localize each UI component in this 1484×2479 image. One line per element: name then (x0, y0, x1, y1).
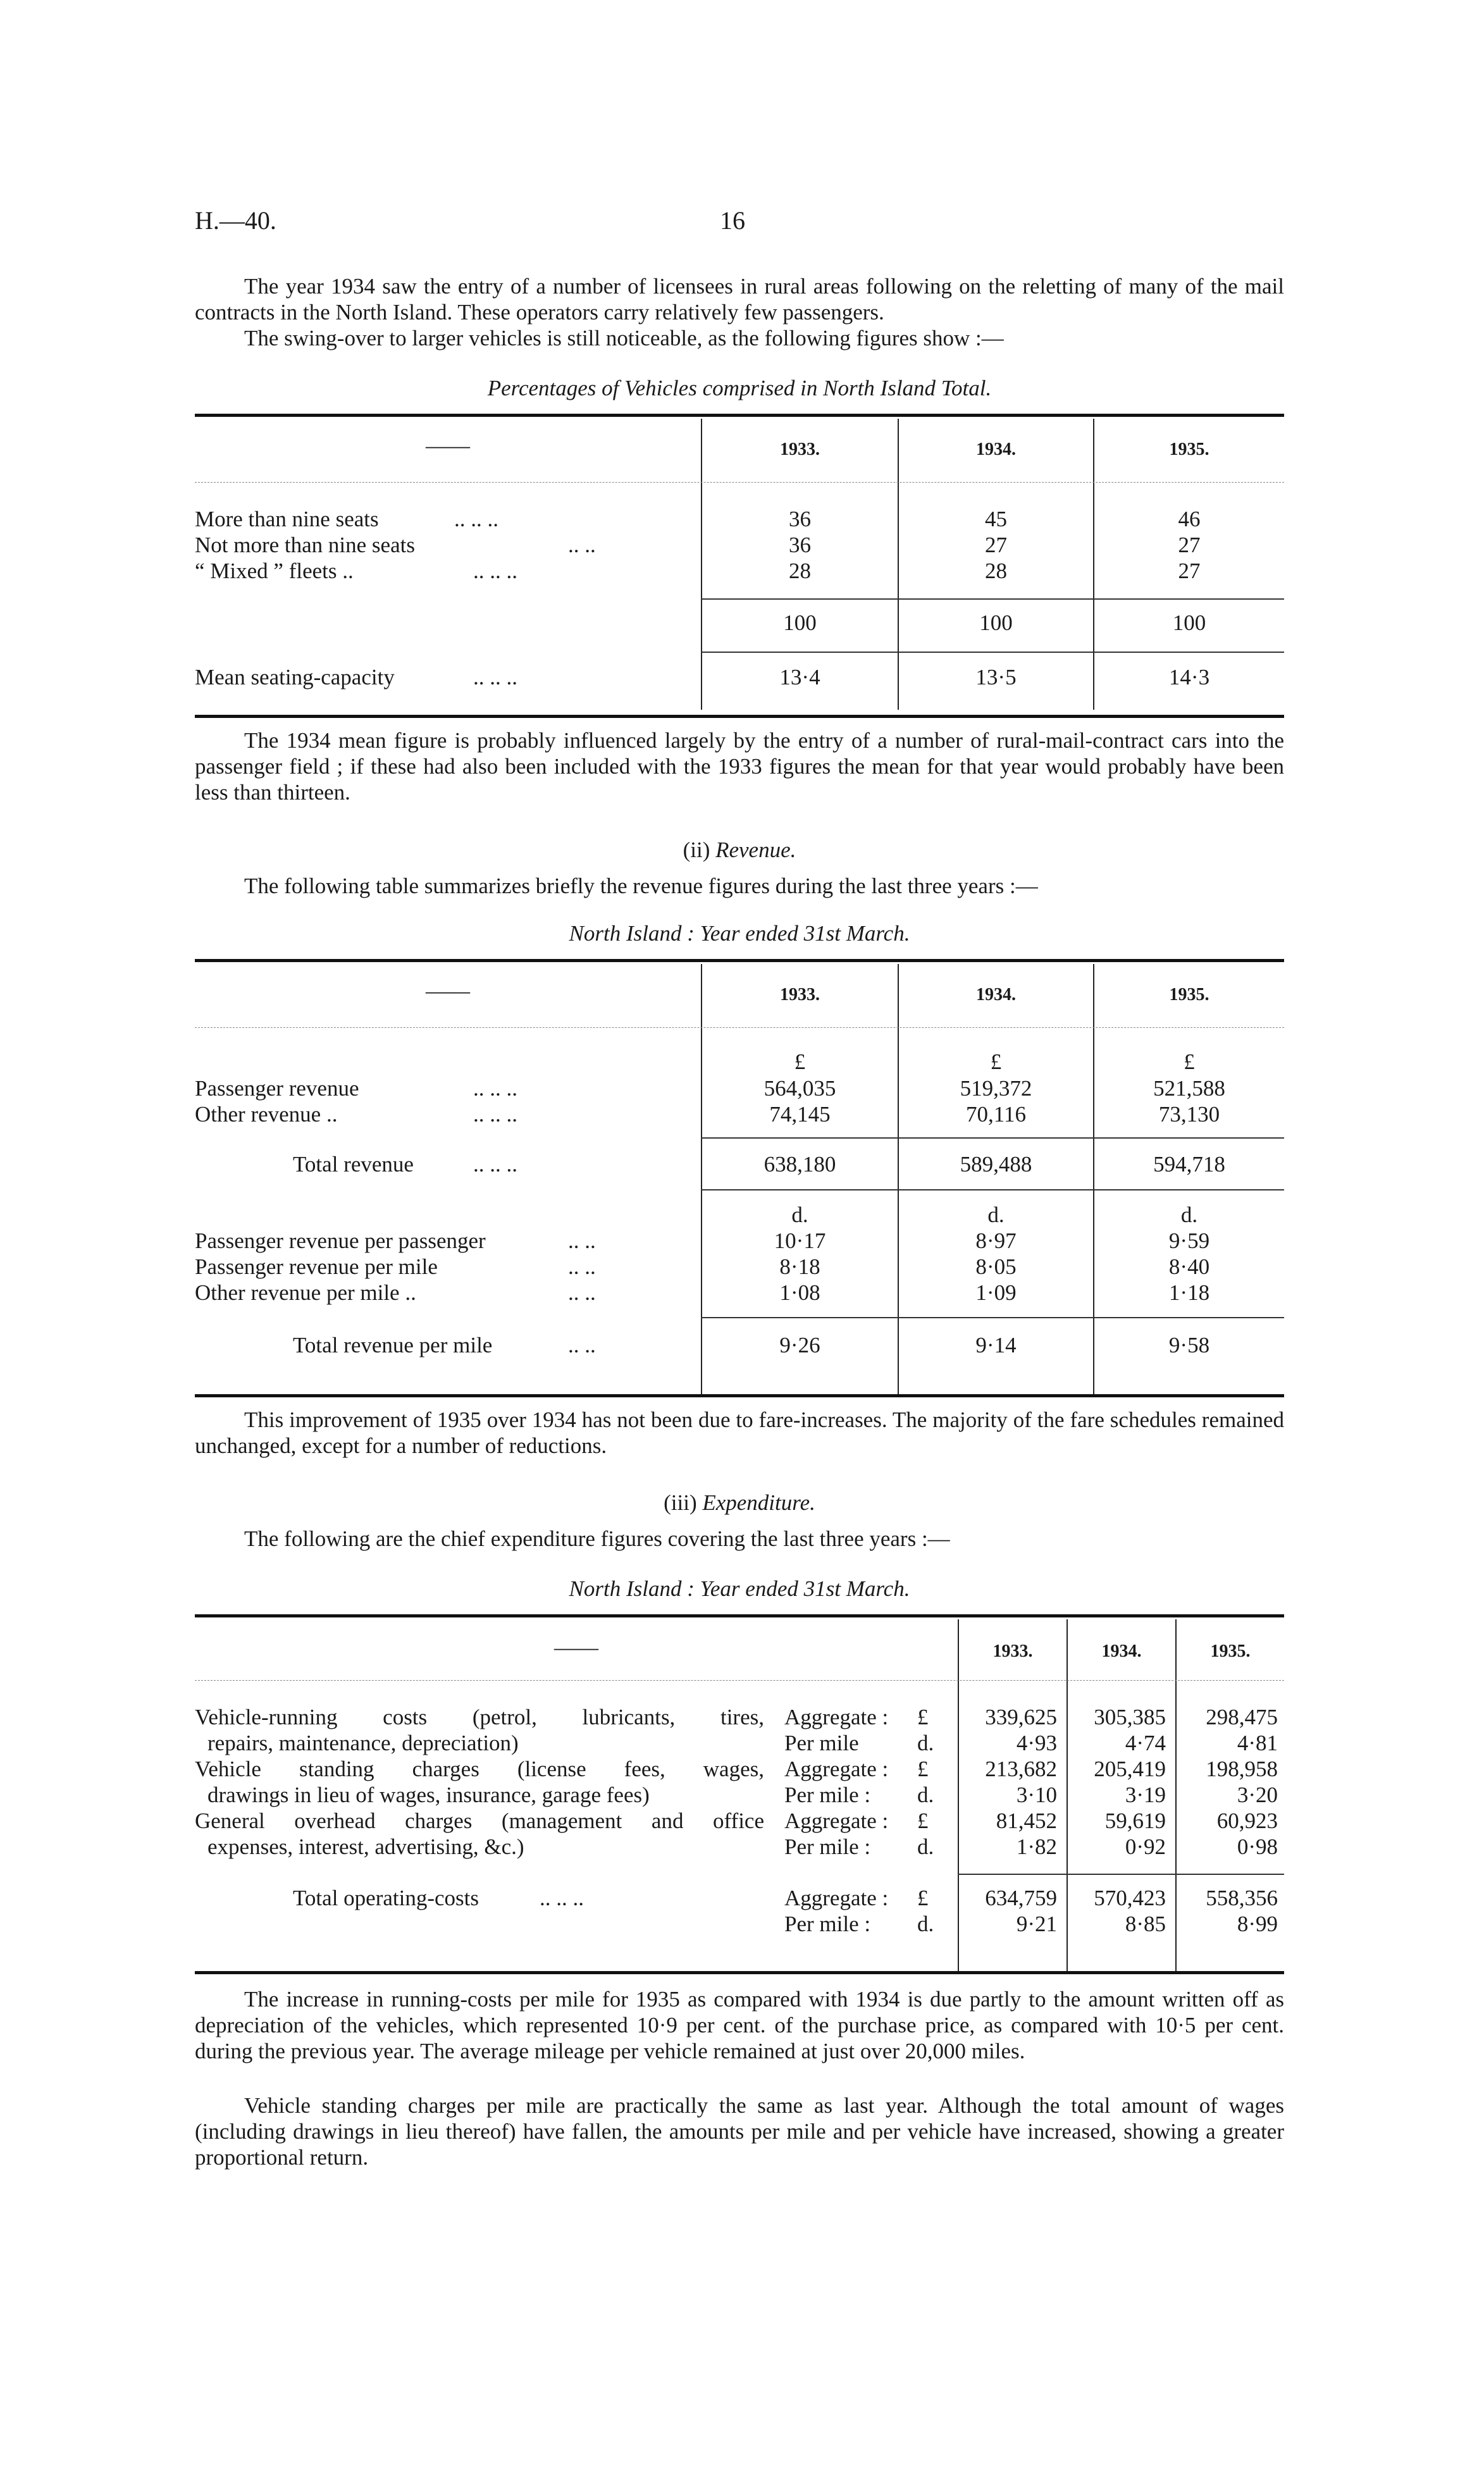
table2-cell: 70,116 (966, 1102, 1026, 1127)
table2-cell: 564,035 (764, 1076, 836, 1101)
table3-unit: £ (917, 1705, 929, 1729)
table2-row-leader: .. .. (568, 1228, 596, 1253)
table2-unit: £ (1184, 1049, 1195, 1074)
table1-year-1935: 1935. (1169, 440, 1209, 459)
table2-total-cell: 9·58 (1168, 1333, 1210, 1357)
table2-cell: 8·40 (1168, 1254, 1210, 1279)
table3-year-1935: 1935. (1210, 1641, 1251, 1661)
table2-cell: 519,372 (960, 1076, 1032, 1101)
table1-stub-dash: —— (426, 433, 470, 458)
table2-stub-dash: —— (426, 979, 470, 1003)
table3-cell: 4·74 (1125, 1731, 1166, 1755)
table3-unit: £ (917, 1808, 929, 1833)
table3-unit: d. (917, 1731, 934, 1755)
table3-cell: 4·93 (1016, 1731, 1057, 1755)
table3-key: Per mile : (784, 1834, 871, 1859)
table3-cell: 198,958 (1206, 1757, 1278, 1781)
table1-total: 100 (1172, 610, 1206, 635)
table3-cell: 298,475 (1206, 1705, 1278, 1729)
table1-mean-leader: .. .. .. (473, 665, 517, 689)
table1-total: 100 (783, 610, 817, 635)
table2-row-leader: .. .. .. (473, 1076, 517, 1101)
table2-cell: 8·05 (975, 1254, 1017, 1279)
table3-total-cell: 634,759 (985, 1886, 1057, 1910)
table2-cell: 8·18 (779, 1254, 820, 1279)
table3-unit: £ (917, 1886, 929, 1910)
table3-cell: 1·82 (1016, 1834, 1057, 1859)
table2-unit: d. (987, 1202, 1005, 1227)
table3-key: Per mile (784, 1731, 859, 1755)
table2-row-label: Passenger revenue per mile (195, 1254, 438, 1279)
table3-cell: 213,682 (985, 1757, 1057, 1781)
table3-stub-dash: —— (554, 1635, 598, 1660)
table2-cell: 521,588 (1153, 1076, 1225, 1101)
paragraph-revenue-intro: The following table summarizes briefly the revenue figures during the last three years :— (244, 874, 1038, 898)
table1-caption: Percentages of Vehicles comprised in North Island Total. (487, 376, 992, 400)
table3-cell: 3·20 (1237, 1783, 1278, 1807)
table1-cell: 27 (1178, 559, 1201, 583)
table3-cell: 3·10 (1016, 1783, 1057, 1807)
table1-mean-cell: 14·3 (1168, 665, 1210, 689)
table2-row-label: Passenger revenue per passenger (195, 1228, 486, 1253)
table3-cell: 60,923 (1216, 1808, 1278, 1833)
paragraph-standing-charges: Vehicle standing charges per mile are practically the same as last year. Although the total amount of wages (including drawings in lieu thereof) have fallen, the amounts per mile and per vehicle have increased, showing a greater proportional return. (195, 2093, 1284, 2170)
table3-unit: d. (917, 1834, 934, 1859)
table1-total: 100 (979, 610, 1013, 635)
paragraph-swing-over: The swing-over to larger vehicles is still noticeable, as the following figures show :— (244, 326, 1004, 350)
table3-cell: 4·81 (1237, 1731, 1278, 1755)
table3-cell: 81,452 (996, 1808, 1057, 1833)
table1-mean-label: Mean seating-capacity (195, 665, 395, 689)
paragraph-improvement: This improvement of 1935 over 1934 has not been due to fare-increases. The majority of the fare schedules remained unchanged, except for a number of reductions. (195, 1407, 1284, 1458)
table3-cell: 0·98 (1237, 1834, 1278, 1859)
table3-group-line1: General overhead charges (management and office (195, 1808, 764, 1833)
table1-cell: 27 (985, 533, 1007, 557)
table3-group-line1: Vehicle standing charges (license fees, wages, (195, 1757, 764, 1781)
table3-total-cell: 570,423 (1094, 1886, 1166, 1910)
table2-total-cell: 638,180 (764, 1152, 836, 1177)
table3-group-line1: Vehicle-running costs (petrol, lubricants, tires, (195, 1705, 764, 1729)
table3-cell: 59,619 (1104, 1808, 1166, 1833)
table1-mean-cell: 13·4 (779, 665, 820, 689)
table2-unit: d. (1180, 1202, 1198, 1227)
table1-year-1934: 1934. (976, 440, 1016, 459)
table1-row-label: More than nine seats (195, 507, 379, 531)
table2-cell: 1·18 (1168, 1280, 1210, 1305)
document-reference: H.—40. (195, 206, 276, 235)
table1-cell: 46 (1178, 507, 1201, 531)
table3-total-leader: .. .. .. (540, 1886, 584, 1910)
table2-cell: 74,145 (769, 1102, 831, 1127)
table3-cell: 305,385 (1094, 1705, 1166, 1729)
table3-cell: 339,625 (985, 1705, 1057, 1729)
page-number: 16 (720, 206, 745, 235)
table2-cell: 1·09 (975, 1280, 1017, 1305)
table2-year-1934: 1934. (976, 985, 1016, 1005)
paragraph-intro: The year 1934 saw the entry of a number of licensees in rural areas following on the reletting of many of the mail contracts in the North Island. These operators carry relatively few passengers. (195, 274, 1284, 325)
table1-row-leader: .. .. .. (473, 559, 517, 583)
table1-cell: 27 (1178, 533, 1201, 557)
table3-key: Per mile : (784, 1783, 871, 1807)
table2-cell: 1·08 (779, 1280, 820, 1305)
table1-cell: 28 (985, 559, 1007, 583)
table2-row-leader: .. .. .. (473, 1102, 517, 1127)
table3-key: Per mile : (784, 1912, 871, 1936)
table3-cell: 205,419 (1094, 1757, 1166, 1781)
table2-total-cell: 594,718 (1153, 1152, 1225, 1177)
table3-cell: 3·19 (1125, 1783, 1166, 1807)
paragraph-mean-figure: The 1934 mean figure is probably influenced largely by the entry of a number of rural-mail-contract cars into the passenger field ; if these had also been included with the 1933 figures the mean for that year would probably have been less than thirteen. (195, 728, 1284, 805)
table1-cell: 28 (789, 559, 811, 583)
table3-total-cell: 558,356 (1206, 1886, 1278, 1910)
table1-cell: 45 (985, 507, 1007, 531)
table3-unit: d. (917, 1783, 934, 1807)
table3-group-line2: repairs, maintenance, depreciation) (207, 1731, 519, 1755)
table2-year-1935: 1935. (1169, 985, 1209, 1005)
section-expenditure-heading: (iii) Expenditure. (664, 1490, 815, 1515)
table2-cell: 73,130 (1158, 1102, 1220, 1127)
table2-total-cell: 9·26 (779, 1333, 820, 1357)
table1-year-1933: 1933. (780, 440, 820, 459)
table1-row-label: Not more than nine seats (195, 533, 415, 557)
table1-row-leader: .. .. (568, 533, 596, 557)
table3-year-1934: 1934. (1101, 1641, 1142, 1661)
table2-cell: 10·17 (774, 1228, 826, 1253)
table1-row-leader: .. .. .. (454, 507, 498, 531)
table3-key: Aggregate : (784, 1808, 889, 1833)
table2-total-cell: 589,488 (960, 1152, 1032, 1177)
paragraph-expenditure-intro: The following are the chief expenditure figures covering the last three years :— (244, 1526, 950, 1551)
table2-unit: £ (794, 1049, 806, 1074)
table1-row-label: “ Mixed ” fleets .. (195, 559, 354, 583)
table1-mean-cell: 13·5 (975, 665, 1017, 689)
table2-unit: d. (791, 1202, 808, 1227)
table2-total-cell: 9·14 (975, 1333, 1017, 1357)
table1-cell: 36 (789, 507, 811, 531)
table2-caption: North Island : Year ended 31st March. (569, 921, 910, 946)
table1-cell: 36 (789, 533, 811, 557)
table3-year-1933: 1933. (992, 1641, 1033, 1661)
table2-cell: 8·97 (975, 1228, 1017, 1253)
table2-row-leader: .. .. (568, 1280, 596, 1305)
table3-group-line2: drawings in lieu of wages, insurance, garage fees) (207, 1783, 650, 1807)
table2-row-label: Passenger revenue (195, 1076, 359, 1101)
table2-cell: 9·59 (1168, 1228, 1210, 1253)
paragraph-running-costs: The increase in running-costs per mile for 1935 as compared with 1934 is due partly to the amount written off as depreciation of the vehicles, which represented 10·9 per cent. of the purchase price, as compared with 10·5 per cent. during the previous year. The average mileage per vehicle remained at just over 20,000 miles. (195, 1987, 1284, 2063)
table2-row-label: Other revenue .. (195, 1102, 338, 1127)
table2-row-label: Other revenue per mile .. (195, 1280, 416, 1305)
table3-key: Aggregate : (784, 1757, 889, 1781)
table3-total-cell: 8·99 (1237, 1912, 1278, 1936)
table2-total-label: Total revenue per mile (293, 1333, 493, 1357)
table2-total-label: Total revenue (293, 1152, 414, 1177)
table3-total-label: Total operating-costs (293, 1886, 479, 1910)
table2-row-leader: .. .. (568, 1254, 596, 1279)
table3-key: Aggregate : (784, 1886, 889, 1910)
table3-cell: 0·92 (1125, 1834, 1166, 1859)
table3-group-line2: expenses, interest, advertising, &c.) (207, 1834, 524, 1859)
table2-year-1933: 1933. (780, 985, 820, 1005)
table3-caption: North Island : Year ended 31st March. (569, 1576, 910, 1601)
table3-total-cell: 8·85 (1125, 1912, 1166, 1936)
table2-total-leader: .. .. .. (473, 1152, 517, 1177)
table2-total-leader: .. .. (568, 1333, 596, 1357)
section-revenue-heading: (ii) Revenue. (683, 838, 796, 862)
table2-unit: £ (990, 1049, 1002, 1074)
table3-unit: £ (917, 1757, 929, 1781)
table3-key: Aggregate : (784, 1705, 889, 1729)
table3-unit: d. (917, 1912, 934, 1936)
table3-total-cell: 9·21 (1016, 1912, 1057, 1936)
